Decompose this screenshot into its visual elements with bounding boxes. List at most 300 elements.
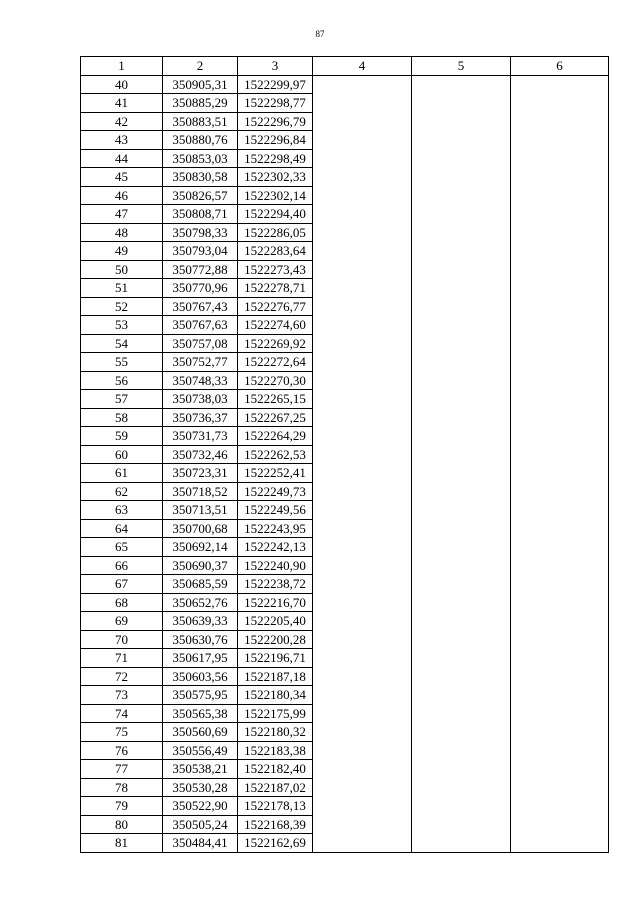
table-row <box>81 501 609 520</box>
empty-cell <box>313 815 412 834</box>
x-coordinate-cell: 350767,63 <box>163 316 238 335</box>
point-number-cell: 58 <box>81 408 163 427</box>
x-coordinate-cell: 350603,56 <box>163 667 238 686</box>
empty-cell <box>313 519 412 538</box>
y-coordinate-cell: 1522296,84 <box>238 131 313 150</box>
table-row <box>81 667 609 686</box>
table-row <box>81 445 609 464</box>
y-coordinate-cell: 1522302,14 <box>238 186 313 205</box>
y-coordinate-cell: 1522299,97 <box>238 75 313 94</box>
empty-cell <box>511 482 609 501</box>
point-number-cell: 45 <box>81 168 163 187</box>
empty-cell <box>412 279 511 298</box>
empty-cell <box>313 427 412 446</box>
empty-cell <box>313 593 412 612</box>
table-row <box>81 75 609 94</box>
point-number-cell: 77 <box>81 760 163 779</box>
empty-cell <box>313 408 412 427</box>
x-coordinate-cell: 350736,37 <box>163 408 238 427</box>
empty-cell <box>412 723 511 742</box>
point-number-cell: 62 <box>81 482 163 501</box>
x-coordinate-cell: 350692,14 <box>163 538 238 557</box>
column-header-3: 3 <box>238 57 313 76</box>
empty-cell <box>313 797 412 816</box>
empty-cell <box>313 334 412 353</box>
table-row <box>81 279 609 298</box>
empty-cell <box>511 316 609 335</box>
empty-cell <box>511 334 609 353</box>
y-coordinate-cell: 1522283,64 <box>238 242 313 261</box>
empty-cell <box>313 686 412 705</box>
table-row <box>81 834 609 853</box>
point-number-cell: 80 <box>81 815 163 834</box>
x-coordinate-cell: 350880,76 <box>163 131 238 150</box>
empty-cell <box>313 297 412 316</box>
table-row <box>81 797 609 816</box>
y-coordinate-cell: 1522265,15 <box>238 390 313 409</box>
x-coordinate-cell: 350883,51 <box>163 112 238 131</box>
point-number-cell: 76 <box>81 741 163 760</box>
point-number-cell: 75 <box>81 723 163 742</box>
table-row <box>81 112 609 131</box>
x-coordinate-cell: 350853,03 <box>163 149 238 168</box>
y-coordinate-cell: 1522262,53 <box>238 445 313 464</box>
table-row <box>81 741 609 760</box>
empty-cell <box>313 778 412 797</box>
y-coordinate-cell: 1522183,38 <box>238 741 313 760</box>
empty-cell <box>412 593 511 612</box>
y-coordinate-cell: 1522200,28 <box>238 630 313 649</box>
point-number-cell: 42 <box>81 112 163 131</box>
empty-cell <box>412 704 511 723</box>
point-number-cell: 71 <box>81 649 163 668</box>
empty-cell <box>412 649 511 668</box>
empty-cell <box>313 556 412 575</box>
table-body <box>81 75 609 852</box>
x-coordinate-cell: 350700,68 <box>163 519 238 538</box>
empty-cell <box>313 112 412 131</box>
point-number-cell: 73 <box>81 686 163 705</box>
empty-cell <box>511 260 609 279</box>
x-coordinate-cell: 350752,77 <box>163 353 238 372</box>
table-row <box>81 593 609 612</box>
table-row <box>81 556 609 575</box>
empty-cell <box>313 316 412 335</box>
x-coordinate-cell: 350798,33 <box>163 223 238 242</box>
table-row <box>81 131 609 150</box>
x-coordinate-cell: 350538,21 <box>163 760 238 779</box>
empty-cell <box>412 334 511 353</box>
empty-cell <box>313 445 412 464</box>
empty-cell <box>412 186 511 205</box>
table-row <box>81 371 609 390</box>
point-number-cell: 79 <box>81 797 163 816</box>
y-coordinate-cell: 1522298,49 <box>238 149 313 168</box>
empty-cell <box>511 223 609 242</box>
empty-cell <box>412 260 511 279</box>
empty-cell <box>412 408 511 427</box>
empty-cell <box>511 741 609 760</box>
empty-cell <box>313 371 412 390</box>
table-row <box>81 334 609 353</box>
x-coordinate-cell: 350826,57 <box>163 186 238 205</box>
table-row <box>81 353 609 372</box>
table-row <box>81 519 609 538</box>
empty-cell <box>511 168 609 187</box>
table-row <box>81 630 609 649</box>
x-coordinate-cell: 350556,49 <box>163 741 238 760</box>
y-coordinate-cell: 1522264,29 <box>238 427 313 446</box>
table-row <box>81 390 609 409</box>
x-coordinate-cell: 350530,28 <box>163 778 238 797</box>
point-number-cell: 81 <box>81 834 163 853</box>
x-coordinate-cell: 350808,71 <box>163 205 238 224</box>
point-number-cell: 54 <box>81 334 163 353</box>
empty-cell <box>412 371 511 390</box>
table-row <box>81 408 609 427</box>
x-coordinate-cell: 350770,96 <box>163 279 238 298</box>
x-coordinate-cell: 350484,41 <box>163 834 238 853</box>
empty-cell <box>412 353 511 372</box>
x-coordinate-cell: 350652,76 <box>163 593 238 612</box>
empty-cell <box>313 667 412 686</box>
empty-cell <box>313 464 412 483</box>
x-coordinate-cell: 350772,88 <box>163 260 238 279</box>
empty-cell <box>511 538 609 557</box>
empty-cell <box>313 704 412 723</box>
column-header-4: 4 <box>313 57 412 76</box>
empty-cell <box>313 538 412 557</box>
point-number-cell: 41 <box>81 94 163 113</box>
empty-cell <box>313 834 412 853</box>
empty-cell <box>511 445 609 464</box>
empty-cell <box>313 94 412 113</box>
y-coordinate-cell: 1522205,40 <box>238 612 313 631</box>
point-number-cell: 50 <box>81 260 163 279</box>
x-coordinate-cell: 350723,31 <box>163 464 238 483</box>
empty-cell <box>313 149 412 168</box>
x-coordinate-cell: 350905,31 <box>163 75 238 94</box>
column-header-6: 6 <box>511 57 609 76</box>
empty-cell <box>412 75 511 94</box>
empty-cell <box>511 94 609 113</box>
table-row <box>81 815 609 834</box>
table-row <box>81 704 609 723</box>
y-coordinate-cell: 1522240,90 <box>238 556 313 575</box>
y-coordinate-cell: 1522286,05 <box>238 223 313 242</box>
y-coordinate-cell: 1522269,92 <box>238 334 313 353</box>
y-coordinate-cell: 1522243,95 <box>238 519 313 538</box>
point-number-cell: 59 <box>81 427 163 446</box>
point-number-cell: 47 <box>81 205 163 224</box>
table-row <box>81 205 609 224</box>
empty-cell <box>511 112 609 131</box>
empty-cell <box>412 482 511 501</box>
x-coordinate-cell: 350885,29 <box>163 94 238 113</box>
point-number-cell: 53 <box>81 316 163 335</box>
point-number-cell: 70 <box>81 630 163 649</box>
point-number-cell: 74 <box>81 704 163 723</box>
table-header <box>81 57 609 76</box>
empty-cell <box>412 575 511 594</box>
point-number-cell: 60 <box>81 445 163 464</box>
empty-cell <box>511 667 609 686</box>
table-row <box>81 316 609 335</box>
empty-cell <box>511 131 609 150</box>
empty-cell <box>511 75 609 94</box>
empty-cell <box>511 186 609 205</box>
y-coordinate-cell: 1522180,32 <box>238 723 313 742</box>
x-coordinate-cell: 350830,58 <box>163 168 238 187</box>
empty-cell <box>313 205 412 224</box>
x-coordinate-cell: 350732,46 <box>163 445 238 464</box>
x-coordinate-cell: 350630,76 <box>163 630 238 649</box>
table-row <box>81 260 609 279</box>
empty-cell <box>412 94 511 113</box>
y-coordinate-cell: 1522182,40 <box>238 760 313 779</box>
empty-cell <box>412 297 511 316</box>
empty-cell <box>511 242 609 261</box>
y-coordinate-cell: 1522298,77 <box>238 94 313 113</box>
x-coordinate-cell: 350713,51 <box>163 501 238 520</box>
empty-cell <box>511 686 609 705</box>
empty-cell <box>313 279 412 298</box>
empty-cell <box>313 741 412 760</box>
point-number-cell: 56 <box>81 371 163 390</box>
table-row <box>81 760 609 779</box>
empty-cell <box>511 149 609 168</box>
y-coordinate-cell: 1522296,79 <box>238 112 313 131</box>
empty-cell <box>412 667 511 686</box>
point-number-cell: 46 <box>81 186 163 205</box>
x-coordinate-cell: 350690,37 <box>163 556 238 575</box>
y-coordinate-cell: 1522196,71 <box>238 649 313 668</box>
point-number-cell: 63 <box>81 501 163 520</box>
empty-cell <box>511 464 609 483</box>
x-coordinate-cell: 350639,33 <box>163 612 238 631</box>
empty-cell <box>412 538 511 557</box>
empty-cell <box>313 482 412 501</box>
empty-cell <box>412 834 511 853</box>
x-coordinate-cell: 350738,03 <box>163 390 238 409</box>
x-coordinate-cell: 350793,04 <box>163 242 238 261</box>
empty-cell <box>511 760 609 779</box>
empty-cell <box>412 316 511 335</box>
empty-cell <box>412 630 511 649</box>
x-coordinate-cell: 350718,52 <box>163 482 238 501</box>
y-coordinate-cell: 1522273,43 <box>238 260 313 279</box>
empty-cell <box>511 408 609 427</box>
table-row <box>81 612 609 631</box>
table-row <box>81 464 609 483</box>
point-number-cell: 78 <box>81 778 163 797</box>
point-number-cell: 44 <box>81 149 163 168</box>
empty-cell <box>313 168 412 187</box>
table-row <box>81 482 609 501</box>
point-number-cell: 48 <box>81 223 163 242</box>
empty-cell <box>511 834 609 853</box>
table-row <box>81 778 609 797</box>
x-coordinate-cell: 350757,08 <box>163 334 238 353</box>
column-header-5: 5 <box>412 57 511 76</box>
point-number-cell: 69 <box>81 612 163 631</box>
point-number-cell: 66 <box>81 556 163 575</box>
y-coordinate-cell: 1522276,77 <box>238 297 313 316</box>
empty-cell <box>412 112 511 131</box>
empty-cell <box>511 353 609 372</box>
empty-cell <box>313 242 412 261</box>
point-number-cell: 40 <box>81 75 163 94</box>
x-coordinate-cell: 350560,69 <box>163 723 238 742</box>
empty-cell <box>412 519 511 538</box>
empty-cell <box>313 75 412 94</box>
y-coordinate-cell: 1522270,30 <box>238 371 313 390</box>
empty-cell <box>511 390 609 409</box>
table-row <box>81 297 609 316</box>
table-row <box>81 686 609 705</box>
point-number-cell: 51 <box>81 279 163 298</box>
empty-cell <box>511 593 609 612</box>
empty-cell <box>511 427 609 446</box>
x-coordinate-cell: 350767,43 <box>163 297 238 316</box>
column-header-2: 2 <box>163 57 238 76</box>
empty-cell <box>412 741 511 760</box>
point-number-cell: 49 <box>81 242 163 261</box>
empty-cell <box>412 612 511 631</box>
y-coordinate-cell: 1522162,69 <box>238 834 313 853</box>
empty-cell <box>412 168 511 187</box>
point-number-cell: 61 <box>81 464 163 483</box>
empty-cell <box>412 445 511 464</box>
empty-cell <box>313 390 412 409</box>
y-coordinate-cell: 1522187,18 <box>238 667 313 686</box>
point-number-cell: 52 <box>81 297 163 316</box>
empty-cell <box>511 797 609 816</box>
empty-cell <box>313 723 412 742</box>
empty-cell <box>313 260 412 279</box>
empty-cell <box>412 390 511 409</box>
y-coordinate-cell: 1522242,13 <box>238 538 313 557</box>
point-number-cell: 67 <box>81 575 163 594</box>
empty-cell <box>511 297 609 316</box>
point-number-cell: 43 <box>81 131 163 150</box>
empty-cell <box>511 575 609 594</box>
empty-cell <box>313 630 412 649</box>
point-number-cell: 72 <box>81 667 163 686</box>
y-coordinate-cell: 1522175,99 <box>238 704 313 723</box>
empty-cell <box>511 371 609 390</box>
empty-cell <box>511 778 609 797</box>
empty-cell <box>412 242 511 261</box>
y-coordinate-cell: 1522216,70 <box>238 593 313 612</box>
y-coordinate-cell: 1522272,64 <box>238 353 313 372</box>
empty-cell <box>511 519 609 538</box>
empty-cell <box>511 205 609 224</box>
empty-cell <box>412 464 511 483</box>
table-row <box>81 538 609 557</box>
x-coordinate-cell: 350575,95 <box>163 686 238 705</box>
table-row <box>81 94 609 113</box>
empty-cell <box>313 131 412 150</box>
empty-cell <box>313 760 412 779</box>
table-row <box>81 575 609 594</box>
y-coordinate-cell: 1522294,40 <box>238 205 313 224</box>
column-header-1: 1 <box>81 57 163 76</box>
point-number-cell: 68 <box>81 593 163 612</box>
empty-cell <box>412 686 511 705</box>
y-coordinate-cell: 1522278,71 <box>238 279 313 298</box>
empty-cell <box>412 149 511 168</box>
empty-cell <box>412 760 511 779</box>
table-row <box>81 223 609 242</box>
y-coordinate-cell: 1522302,33 <box>238 168 313 187</box>
empty-cell <box>313 186 412 205</box>
y-coordinate-cell: 1522267,25 <box>238 408 313 427</box>
page-number: 87 <box>315 29 325 39</box>
empty-cell <box>412 797 511 816</box>
table-row <box>81 168 609 187</box>
table-row <box>81 149 609 168</box>
table-row <box>81 723 609 742</box>
table-row <box>81 186 609 205</box>
empty-cell <box>511 649 609 668</box>
x-coordinate-cell: 350522,90 <box>163 797 238 816</box>
empty-cell <box>412 205 511 224</box>
empty-cell <box>412 223 511 242</box>
x-coordinate-cell: 350505,24 <box>163 815 238 834</box>
x-coordinate-cell: 350565,38 <box>163 704 238 723</box>
header-row <box>81 57 609 76</box>
y-coordinate-cell: 1522252,41 <box>238 464 313 483</box>
empty-cell <box>313 612 412 631</box>
y-coordinate-cell: 1522249,56 <box>238 501 313 520</box>
empty-cell <box>511 279 609 298</box>
y-coordinate-cell: 1522274,60 <box>238 316 313 335</box>
empty-cell <box>511 501 609 520</box>
table-row <box>81 649 609 668</box>
point-number-cell: 55 <box>81 353 163 372</box>
y-coordinate-cell: 1522238,72 <box>238 575 313 594</box>
empty-cell <box>412 427 511 446</box>
empty-cell <box>511 630 609 649</box>
point-number-cell: 57 <box>81 390 163 409</box>
coordinates-table <box>80 56 609 853</box>
empty-cell <box>511 723 609 742</box>
table-row <box>81 242 609 261</box>
empty-cell <box>511 815 609 834</box>
x-coordinate-cell: 350731,73 <box>163 427 238 446</box>
y-coordinate-cell: 1522168,39 <box>238 815 313 834</box>
empty-cell <box>511 612 609 631</box>
x-coordinate-cell: 350617,95 <box>163 649 238 668</box>
empty-cell <box>412 815 511 834</box>
empty-cell <box>412 131 511 150</box>
y-coordinate-cell: 1522180,34 <box>238 686 313 705</box>
y-coordinate-cell: 1522249,73 <box>238 482 313 501</box>
empty-cell <box>412 778 511 797</box>
empty-cell <box>313 501 412 520</box>
x-coordinate-cell: 350685,59 <box>163 575 238 594</box>
empty-cell <box>313 223 412 242</box>
empty-cell <box>511 556 609 575</box>
empty-cell <box>313 353 412 372</box>
x-coordinate-cell: 350748,33 <box>163 371 238 390</box>
point-number-cell: 64 <box>81 519 163 538</box>
table-row <box>81 427 609 446</box>
point-number-cell: 65 <box>81 538 163 557</box>
empty-cell <box>412 556 511 575</box>
y-coordinate-cell: 1522187,02 <box>238 778 313 797</box>
